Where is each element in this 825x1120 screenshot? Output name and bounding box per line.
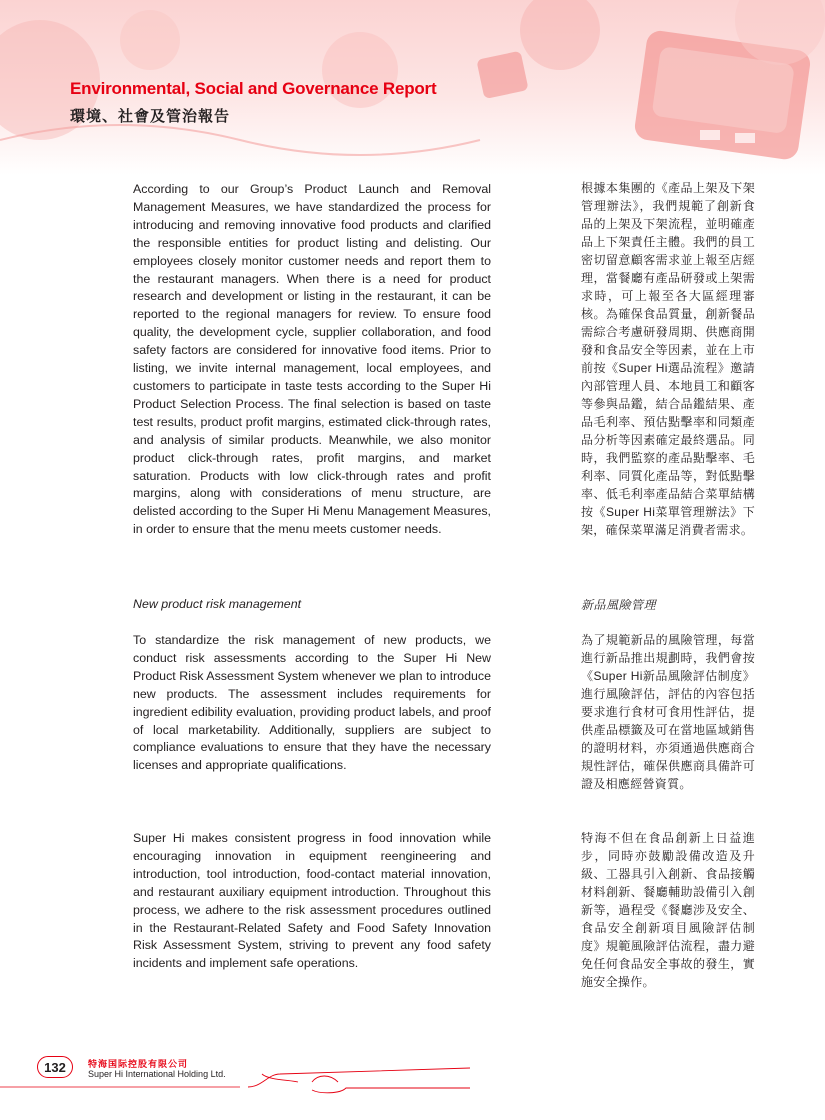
page-number: 132 bbox=[37, 1056, 73, 1078]
report-title-zh: 環境、社會及管治報告 bbox=[70, 108, 231, 125]
decorative-cube bbox=[476, 51, 528, 99]
zh-paragraph-innovation: 特海不但在食品創新上日益進步，同時亦鼓勵設備改造及升級、工器具引入創新、食品接觸材料創新、餐廳輔助設備引入創新等，過程受《餐廳涉及安全、食品安全創新項目風險評估制度》規範風險評估流程，盡力避免任何食品安全事故的發生，實施安全操作。 bbox=[581, 831, 755, 989]
decorative-circle-left-small bbox=[120, 10, 180, 70]
report-title-en: Environmental, Social and Governance Report bbox=[70, 79, 437, 98]
en-paragraph-innovation: Super Hi makes consistent progress in food innovation while encouraging innovation in equipment reengineering and introduction, tool introduction, food-contact material innovation, and restaurant auxiliary equipment introduction. Throughout this process, we adhere to the risk assessment procedures outlined in the Restaurant-Related Safety and Food Safety Innovation Risk Assessment System, striving to prevent any food safety incidents and implement safe operations. bbox=[133, 831, 491, 971]
zh-subheading-risk-management: 新品風險管理 bbox=[581, 598, 657, 612]
en-paragraph-risk-assessment: To standardize the risk management of new products, we conduct risk assessments according to the Super Hi New Product Risk Assessment System whenever we plan to introduce new products. The assessment includes requirements for ingredient edibility evaluation, providing product labels, and proof of local marketability. Additionally, suppliers are subject to compliance evaluations to ensure that they have the necessary licenses and appropriate qualifications. bbox=[133, 633, 491, 773]
footer-company-en: Super Hi International Holding Ltd. bbox=[88, 1069, 226, 1079]
decorative-circle-right bbox=[520, 0, 600, 70]
footer-cloud-swirl bbox=[248, 1068, 470, 1093]
zh-paragraph-risk-assessment: 為了規範新品的風險管理，每當進行新品推出規劃時，我們會按《Super Hi新品風險評估制度》進行風險評估，評估的內容包括要求進行食材可食用性評估，提供產品標籤及可在當地區域銷售的證明材料，亦須通過供應商合規性評估，確保供應商具備許可證及相應經營資質。 bbox=[581, 633, 755, 791]
footer-company-zh: 特海国际控股有限公司 bbox=[88, 1059, 189, 1069]
zh-paragraph-product-launch: 根據本集團的《產品上架及下架管理辦法》，我們規範了創新食品的上架及下架流程，並明確產品上下架責任主體。我們的員工密切留意顧客需求並上報至店經理，當餐廳有產品研發或上架需求時，可上報至各大區經理審核。為確保食品質量，創新餐品需綜合考慮研發周期、供應商開發和食品安全等因素，並在上市前按《Super Hi選品流程》邀請內部管理人員、本地員工和顧客等參與品鑑，結合品鑑結果、產品毛利率、預估點擊率和同類產品分析等因素確定最終選品。同時，我們監察的產品點擊率、毛利率、同質化產品等，對低點擊率、低毛利率產品結合菜單結構按《Super Hi菜單管理辦法》下架，確保菜單滿足消費者需求。 bbox=[581, 181, 755, 537]
en-paragraph-product-launch: According to our Group’s Product Launch and Removal Management Measures, we have standardized the process for introducing and removing innovative food products and clarified the responsible entities for product listing and delisting. Our employees closely monitor customer needs and report them to the restaurant managers. When there is a need for product research and development or listing in the restaurant, it can be reported to the regional managers for review. To ensure food quality, the development cycle, supplier collaboration, and food safety factors are considered for innovative food items. Prior to listing, we invite internal management, local employees, and customers to participate in taste tests according to the Super Hi Product Selection Process. The final selection is based on taste test results, product profit margins, estimated click-through rates, and analysis of similar products. Meanwhile, we also monitor product click-through rates, profit margins, and market saturation. Products with low click-through rates and profit margins, along with considerations of menu structure, are delisted according to the Super Hi Menu Management Measures, in order to ensure that the menu meets customer needs. bbox=[133, 182, 491, 537]
en-subheading-risk-management: New product risk management bbox=[133, 597, 302, 611]
